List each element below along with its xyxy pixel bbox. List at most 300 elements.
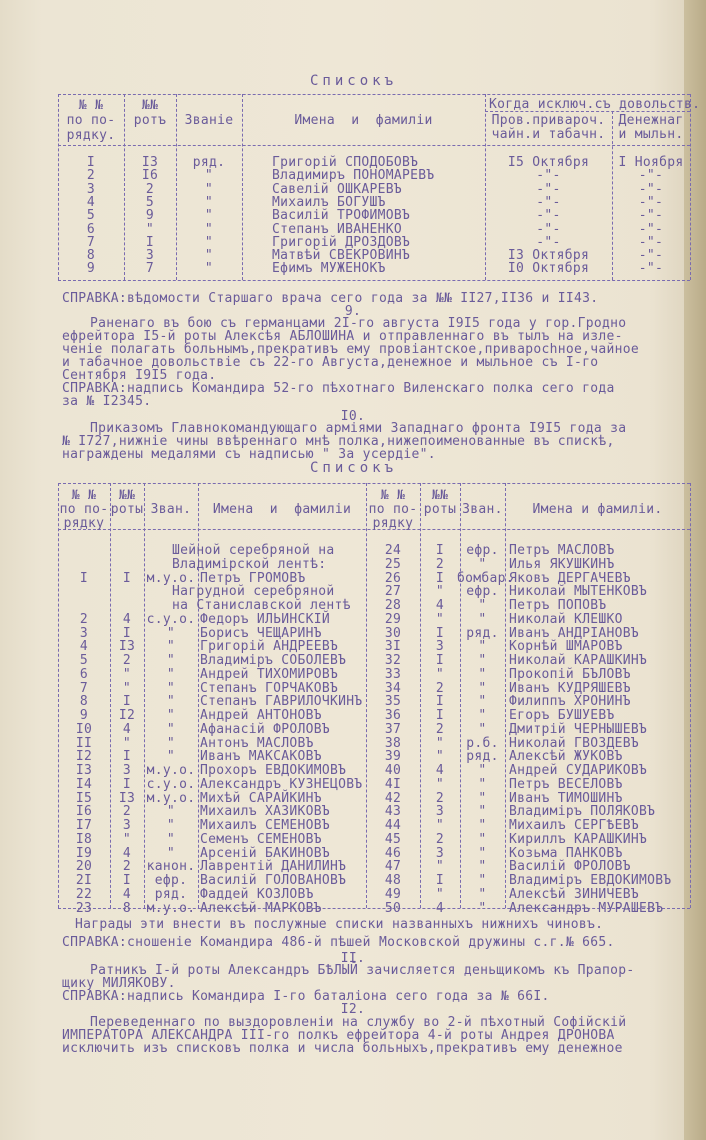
row-rank-right: бомбар. [457, 570, 514, 586]
row-name-right: Иванъ КУДРЯШЕВЪ [509, 680, 631, 696]
row-name: Лаврентій ДАНИЛИНЪ [200, 859, 347, 875]
row-number-right: 42 [384, 790, 402, 806]
header-when: Когда исключ.съ довольств. [489, 97, 701, 112]
header-num-right: № № [380, 488, 406, 503]
row-number-right: 46 [384, 845, 402, 861]
row-rank-right: ефр. [466, 543, 499, 558]
row-number-right: 35 [384, 694, 402, 710]
row-number: 8 [79, 694, 89, 710]
row-rank: " [204, 181, 214, 197]
header-num: по по- [66, 113, 116, 128]
row-rank-right: " [478, 859, 487, 875]
row-rota-right: " [435, 584, 445, 600]
section10-number: I0. [340, 409, 366, 424]
row-number-right: 50 [384, 900, 402, 916]
list2-title: Списокъ [310, 460, 398, 476]
row-name-right: Николай МЫТЕНКОВЪ [509, 584, 648, 600]
row-name: Афанасій ФРОЛОВЪ [200, 721, 331, 737]
row-rota-right: 2 [435, 680, 445, 696]
row-rank: с.у.о. [146, 611, 196, 627]
row-name-right: Николай КЛЕШКО [509, 611, 623, 627]
row-rota-right: 3 [435, 845, 445, 861]
row-name-right: Алексѣй ЗИНИЧЕВЪ [509, 886, 640, 902]
row-rota-right: 2 [435, 831, 445, 847]
row-number: I6 [75, 804, 93, 820]
row-number: I5 [75, 790, 93, 806]
row-name-right: Кириллъ КАРАШКИНЪ [509, 831, 648, 847]
row-name-right: Владиміръ ПОЛЯКОВЪ [509, 804, 656, 820]
row-name: Михаилъ СЕМЕНОВЪ [200, 818, 331, 833]
row-rank: " [166, 831, 176, 847]
list1-spravka: СПРАВКА:вѣдомости Старшаго врача сего года за №№ II27,II36 и II43. [62, 291, 599, 306]
header-money: Денежнаг [618, 113, 684, 128]
row-prov: -"- [536, 221, 561, 237]
row-number: 23 [75, 900, 93, 916]
row-prov: -"- [536, 194, 561, 210]
row-number-right: 24 [384, 543, 402, 558]
row-rota-right: I [435, 543, 445, 558]
row-rank-right: " [478, 763, 487, 778]
row-rank-right: " [478, 790, 487, 806]
row-rota-right: " [435, 818, 445, 833]
row-rank-right: " [478, 886, 487, 902]
header-num: рядку. [66, 128, 116, 143]
row-rota-right: 2 [435, 721, 445, 737]
row-rank: " [204, 194, 214, 210]
row-name: Степанъ ИВАНЕНКО [272, 221, 403, 237]
row-name: Матвѣй СВЕКРОВИНЪ [272, 248, 411, 264]
header-num: № № [78, 98, 104, 113]
row-name: Василій ГОЛОВАНОВЪ [200, 873, 347, 888]
header-rank: Зван. [150, 502, 192, 517]
row-money: -"- [638, 194, 664, 210]
table-top-rule [58, 483, 690, 484]
section9-line: ефрейтора I5-й роты Алексѣя АБЛОШИНА и отправленнаго въ тылъ на изле- [62, 329, 623, 344]
row-number: I [86, 155, 96, 170]
row-rank-right: " [478, 721, 487, 737]
row-name: Андрей АНТОНОВЪ [200, 708, 322, 723]
row-number-right: 27 [384, 584, 402, 600]
row-rank: " [166, 818, 176, 833]
row-rank: " [204, 221, 214, 237]
row-rota-right: I [435, 708, 445, 723]
row-rank: " [166, 680, 176, 696]
header-rota-right: роты [423, 502, 457, 517]
row-name-right: Петръ МАСЛОВЪ [509, 543, 615, 558]
row-rank-right: " [478, 611, 487, 627]
row-name: Нагрудной серебряной [172, 584, 335, 600]
header-names-right: Имена и фамиліи. [532, 502, 663, 517]
row-rank: м.у.о. [146, 790, 196, 806]
row-number: 5 [79, 653, 89, 668]
row-name-right: Егоръ БУШУЕВЪ [509, 708, 615, 723]
row-rota-right: 2 [435, 556, 445, 572]
row-name-right: Петръ ВЕСЕЛОВЪ [509, 776, 623, 792]
row-rota-right: 4 [435, 763, 445, 778]
row-rank: " [204, 208, 214, 224]
row-rota-right: 3 [435, 639, 445, 655]
row-rank-right: ряд. [466, 749, 499, 765]
section9-line: Сентября I9I5 года. [62, 368, 217, 383]
row-rank-right: " [478, 900, 487, 916]
row-rank: м.у.о. [146, 900, 196, 916]
row-number: 9 [86, 261, 96, 277]
row-rota: I [122, 873, 132, 888]
row-number: I9 [75, 845, 93, 861]
row-rank: " [204, 261, 214, 277]
row-rota: 3 [145, 248, 155, 264]
row-rota: 3 [122, 763, 132, 778]
row-number-right: 32 [384, 653, 402, 668]
section11-number: II. [340, 951, 366, 966]
section12-line: исключить изъ списковъ полка и числа больныхъ,прекративъ ему денежное [62, 1041, 623, 1056]
row-rank-right: ряд. [466, 625, 499, 641]
row-rank: " [166, 639, 176, 655]
row-prov: I3 Октября [507, 248, 590, 264]
row-rank: ряд. [192, 155, 226, 170]
row-number: 4 [86, 194, 96, 210]
row-name-right: Александръ МУРАШЕВЪ [509, 900, 664, 916]
row-name-right: Яковъ ДЕРГАЧЕВЪ [509, 570, 631, 586]
row-name: Владимірской лентѣ: [172, 556, 327, 572]
row-number-right: 3I [384, 639, 402, 655]
row-name: Михаилъ БОГУШЪ [272, 194, 386, 210]
section9-line: за № I2345. [62, 394, 152, 409]
row-money: -"- [638, 261, 664, 277]
row-number: 9 [79, 708, 89, 723]
row-rota: I3 [141, 155, 159, 170]
row-number: I8 [75, 831, 93, 847]
row-rota: 5 [145, 194, 155, 210]
row-rota: I [122, 625, 132, 641]
row-rank: м.у.о. [146, 570, 196, 586]
row-rank: " [166, 653, 176, 668]
row-rank-right: " [478, 776, 487, 792]
row-number: 7 [86, 234, 96, 250]
row-name: Владимиръ ПОНОМАРЕВЪ [272, 168, 435, 184]
row-number: 6 [86, 221, 96, 237]
row-name-right: Дмитрій ЧЕРНЫШЕВЪ [509, 721, 648, 737]
row-name-right: Владиміръ ЕВДОКИМОВЪ [509, 873, 672, 888]
row-number-right: 30 [384, 625, 402, 641]
section9-line: и табачное довольствіе съ 22-го Августа,денежное и мыльное съ I-го [62, 355, 599, 370]
row-number: 22 [75, 886, 93, 902]
row-rank-right: " [478, 804, 487, 820]
row-name-right: Петръ ПОПОВЪ [509, 598, 607, 613]
row-name: Антонъ МАСЛОВЪ [200, 735, 314, 751]
row-number: 7 [79, 680, 89, 696]
row-rank-right: " [478, 845, 487, 861]
row-rota: 7 [145, 261, 155, 277]
row-rank-right: " [478, 666, 487, 682]
row-number: 3 [86, 181, 96, 197]
row-name: Ефимъ МУЖЕНОКЪ [272, 261, 386, 277]
list2-footer: Награды эти внести въ послужные списки названныхъ нижнихъ чиновъ. [75, 917, 604, 932]
row-rank-right: " [478, 831, 487, 847]
row-name: Арсеній БАКИНОВЪ [200, 845, 331, 861]
row-rota: 4 [122, 845, 132, 861]
row-rank-right: " [478, 708, 487, 723]
section11-line: Ратникъ I-й роты Александръ БѢЛЫЙ зачисляется деньщикомъ къ Прапор- [90, 963, 635, 978]
row-number-right: 34 [384, 680, 402, 696]
row-rota: I2 [118, 708, 136, 723]
row-number: I4 [75, 776, 93, 792]
row-rota: 4 [122, 721, 132, 737]
row-number-right: 38 [384, 735, 402, 751]
row-number: 2 [86, 168, 96, 184]
row-rota: 2 [122, 804, 132, 820]
row-name: Савелій ОШКАРЕВЪ [272, 181, 403, 197]
row-rank: " [166, 845, 176, 861]
row-rank: канон. [146, 859, 196, 875]
row-rota: " [122, 680, 132, 696]
row-number: I2 [75, 749, 93, 765]
row-rank: м.у.о. [146, 763, 196, 778]
table-bottom-rule [58, 280, 690, 281]
row-name: на Станиславской лентѣ [172, 598, 351, 613]
header-rota: №№ [118, 488, 136, 503]
row-rota: " [122, 666, 132, 682]
row-rank: " [166, 708, 176, 723]
header-money: и мыльн. [618, 127, 684, 142]
list1-title: Списокъ [310, 73, 398, 89]
row-number-right: 48 [384, 873, 402, 888]
row-rank: " [166, 735, 176, 751]
row-rank: " [166, 749, 176, 765]
row-number-right: 33 [384, 666, 402, 682]
row-rota: 4 [122, 611, 132, 627]
row-prov: -"- [536, 234, 561, 250]
row-rank-right: " [478, 873, 487, 888]
row-number: 2I [75, 873, 93, 888]
row-prov: -"- [536, 181, 561, 197]
row-rank: " [166, 625, 176, 641]
section12-line: ИМПЕРАТОРА АЛЕКСАНДРА III-го полкъ ефрейтора 4-й роты Андрея ДРОНОВА [62, 1028, 615, 1043]
row-rank-right: " [478, 556, 487, 572]
row-rota: " [122, 735, 132, 751]
row-number-right: 44 [384, 818, 402, 833]
row-rota: 2 [122, 859, 132, 875]
row-rota-right: " [435, 776, 445, 792]
row-money: I Ноября [618, 155, 684, 170]
row-rota: 2 [122, 653, 132, 668]
row-number: I7 [75, 818, 93, 833]
row-name-right: Козьма ПАНКОВЪ [509, 845, 623, 861]
row-rank: " [204, 168, 214, 184]
row-name: Петръ ГРОМОВЪ [200, 570, 306, 586]
row-rota: 4 [122, 886, 132, 902]
row-rota-right: " [435, 611, 445, 627]
row-rank-right: " [478, 818, 487, 833]
row-name: Степанъ ГОРЧАКОВЪ [200, 680, 339, 696]
row-number-right: 39 [384, 749, 402, 765]
row-rota: I [122, 776, 132, 792]
row-rota-right: I [435, 570, 445, 586]
row-name-right: Василій ФРОЛОВЪ [509, 859, 631, 875]
row-name-right: Прокопій БЪЛОВЪ [509, 666, 631, 682]
row-prov: -"- [536, 168, 561, 184]
row-name-right: Михаилъ СЕРГѢЕВЪ [509, 818, 640, 833]
row-rota: I6 [141, 168, 159, 184]
row-rank: " [166, 804, 176, 820]
row-number-right: 4I [384, 776, 402, 792]
row-prov: I5 Октября [507, 155, 590, 170]
row-number: 6 [79, 666, 89, 682]
row-name-right: Николай КАРАШКИНЪ [509, 653, 648, 668]
header-num: рядку [63, 516, 105, 531]
row-rank: ефр. [154, 873, 188, 888]
row-name: Алексѣй МАРКОВЪ [200, 900, 322, 916]
row-rota-right: 2 [435, 790, 445, 806]
row-rota: I [122, 694, 132, 710]
row-rota: I [122, 570, 132, 586]
row-name: Владиміръ СОБОЛЕВЪ [200, 653, 347, 668]
header-bottom-rule [58, 145, 690, 146]
header-names: Имена и фамиліи [294, 113, 433, 128]
section9-line: СПРАВКА:надпись Командира 52-го пѣхотнаго Виленскаго полка сего года [62, 381, 615, 396]
row-number: 3 [79, 625, 89, 641]
row-prov: -"- [536, 208, 561, 224]
header-num-right: по по- [368, 502, 418, 517]
section9-line: Раненаго въ бою съ германцами 2I-го августа I9I5 года у гор.Гродно [90, 316, 627, 331]
row-rota: I3 [118, 790, 136, 806]
row-rota: I [122, 749, 132, 765]
row-name: Василій ТРОФИМОВЪ [272, 208, 411, 224]
row-prov: I0 Октября [507, 261, 590, 277]
row-name: Федоръ ИЛЬИНСКІЙ [200, 611, 331, 627]
row-rank: " [204, 248, 214, 264]
row-rota-right: " [435, 859, 445, 875]
row-rota: I [145, 234, 155, 250]
row-rota-right: " [435, 749, 445, 765]
row-rank: " [204, 234, 214, 250]
row-rota: 3 [122, 818, 132, 833]
row-name: Борисъ ЧЕЩАРИНЪ [200, 625, 322, 641]
table-top-rule [58, 94, 690, 95]
row-name: Прохоръ ЕВДОКИМОВЪ [200, 763, 347, 778]
row-name: Михаилъ ХАЗИКОВЪ [200, 804, 331, 820]
row-name-right: Илья ЯКУШКИНЪ [509, 556, 615, 572]
row-rank-right: " [478, 653, 487, 668]
row-name: Григорій ДРОЗДОВЪ [272, 234, 411, 250]
section12-line: Переведеннаго по выздоровленіи на службу во 2-й пѣхотный Софійскій [90, 1015, 627, 1030]
row-rank-right: " [478, 639, 487, 655]
row-rota: 9 [145, 208, 155, 224]
header-rota: ротъ [133, 113, 167, 128]
row-name-right: Иванъ ТИМОШИНЪ [509, 790, 623, 806]
row-number: 20 [75, 859, 93, 875]
row-number-right: 37 [384, 721, 402, 737]
row-number: 2 [79, 611, 89, 627]
row-rota-right: 3 [435, 804, 445, 820]
row-rank: ряд. [154, 886, 188, 902]
header-prov: Пров.привароч. [491, 113, 606, 128]
row-number-right: 49 [384, 886, 402, 902]
header-num-right: рядку [372, 516, 414, 531]
row-name-right: Иванъ АНДРІАНОВЪ [509, 625, 640, 641]
header-rank: Званіе [184, 113, 234, 128]
row-rota-right: I [435, 625, 445, 641]
row-name: Иванъ МАКСАКОВЪ [200, 749, 322, 765]
section10-line: № I727,нижніе чины ввѣреннаго мнѣ полка,нижепоименованные въ спискѣ, [62, 434, 615, 449]
row-rota: 8 [122, 900, 132, 916]
header-names: Имена и фамиліи [212, 502, 352, 517]
row-rank: " [166, 721, 176, 737]
row-number: 4 [79, 639, 89, 655]
row-name: Григорій АНДРЕЕВЪ [200, 639, 339, 655]
row-rota-right: 4 [435, 900, 445, 916]
row-rota-right: " [435, 666, 445, 682]
row-money: -"- [638, 181, 664, 197]
row-number-right: 26 [384, 570, 402, 586]
row-rank-right: р.б. [466, 735, 499, 751]
row-name-right: Филиппъ ХРОНИНЪ [509, 694, 631, 710]
row-rota: I3 [118, 639, 136, 655]
row-number: II [75, 735, 93, 751]
section11-line: СПРАВКА:надпись Командира I-го баталіона сего года за № 66I. [62, 989, 550, 1004]
row-rota: " [122, 831, 132, 847]
row-money: -"- [638, 168, 664, 184]
section9-number: 9. [344, 304, 362, 319]
row-money: -"- [638, 248, 664, 264]
row-rank-right: " [478, 598, 487, 613]
row-number: I0 [75, 721, 93, 737]
section9-line: ченіе полагать больнымъ,прекративъ ему провіантское,привароchное,чайное [62, 342, 639, 357]
column-rule [690, 94, 691, 280]
row-number-right: 36 [384, 708, 402, 723]
row-name-right: Алексѣй ЖУКОВЪ [509, 749, 623, 765]
row-number-right: 25 [384, 556, 402, 572]
row-number-right: 45 [384, 831, 402, 847]
row-rota-right: " [435, 735, 445, 751]
list2-spravka: СПРАВКА:сношеніе Командира 486-й пѣшей Московской дружины с.г.№ 665. [62, 935, 615, 950]
row-rota: 2 [145, 181, 155, 197]
row-number: I3 [75, 763, 93, 778]
header-rota: №№ [141, 98, 159, 113]
row-name: Андрей ТИХОМИРОВЪ [200, 666, 339, 682]
row-name: Степанъ ГАВРИЛОЧКИНЪ [200, 694, 363, 710]
row-name: Семенъ СЕМЕНОВЪ [200, 831, 322, 847]
header-rota-right: №№ [431, 488, 449, 503]
row-name: Фаддей КОЗЛОВЪ [200, 886, 314, 902]
header-num: по по- [59, 502, 109, 517]
row-rota-right: 4 [435, 598, 445, 613]
row-name-right: Николай ГВОЗДЕВЪ [509, 735, 640, 751]
column-rule [690, 483, 691, 908]
section10-line: Приказомъ Главнокомандующаго арміями Западнаго фронта I9I5 года за [90, 421, 627, 436]
section11-line: щику МИЛЯКОВУ. [62, 976, 176, 991]
row-rota-right: I [435, 873, 445, 888]
header-num: № № [71, 488, 97, 503]
section12-number: I2. [340, 1002, 366, 1017]
header-rank-right: Зван. [462, 502, 503, 517]
row-number-right: 43 [384, 804, 402, 820]
row-name: Михѣй САРАЙКИНЪ [200, 790, 322, 806]
row-rota-right: I [435, 653, 445, 668]
row-rota-right: I [435, 694, 445, 710]
row-name: Григорій СПОДОБОВЪ [272, 155, 419, 170]
row-number: I [79, 570, 89, 586]
row-number: 8 [86, 248, 96, 264]
row-rank: " [166, 666, 176, 682]
row-number: 5 [86, 208, 96, 224]
header-prov: чайн.и табачн. [491, 127, 606, 142]
row-number-right: 47 [384, 859, 402, 875]
row-rank: с.у.о. [146, 776, 196, 792]
row-money: -"- [638, 221, 664, 237]
row-rank-right: ефр. [466, 584, 499, 600]
row-rota: " [145, 221, 155, 237]
